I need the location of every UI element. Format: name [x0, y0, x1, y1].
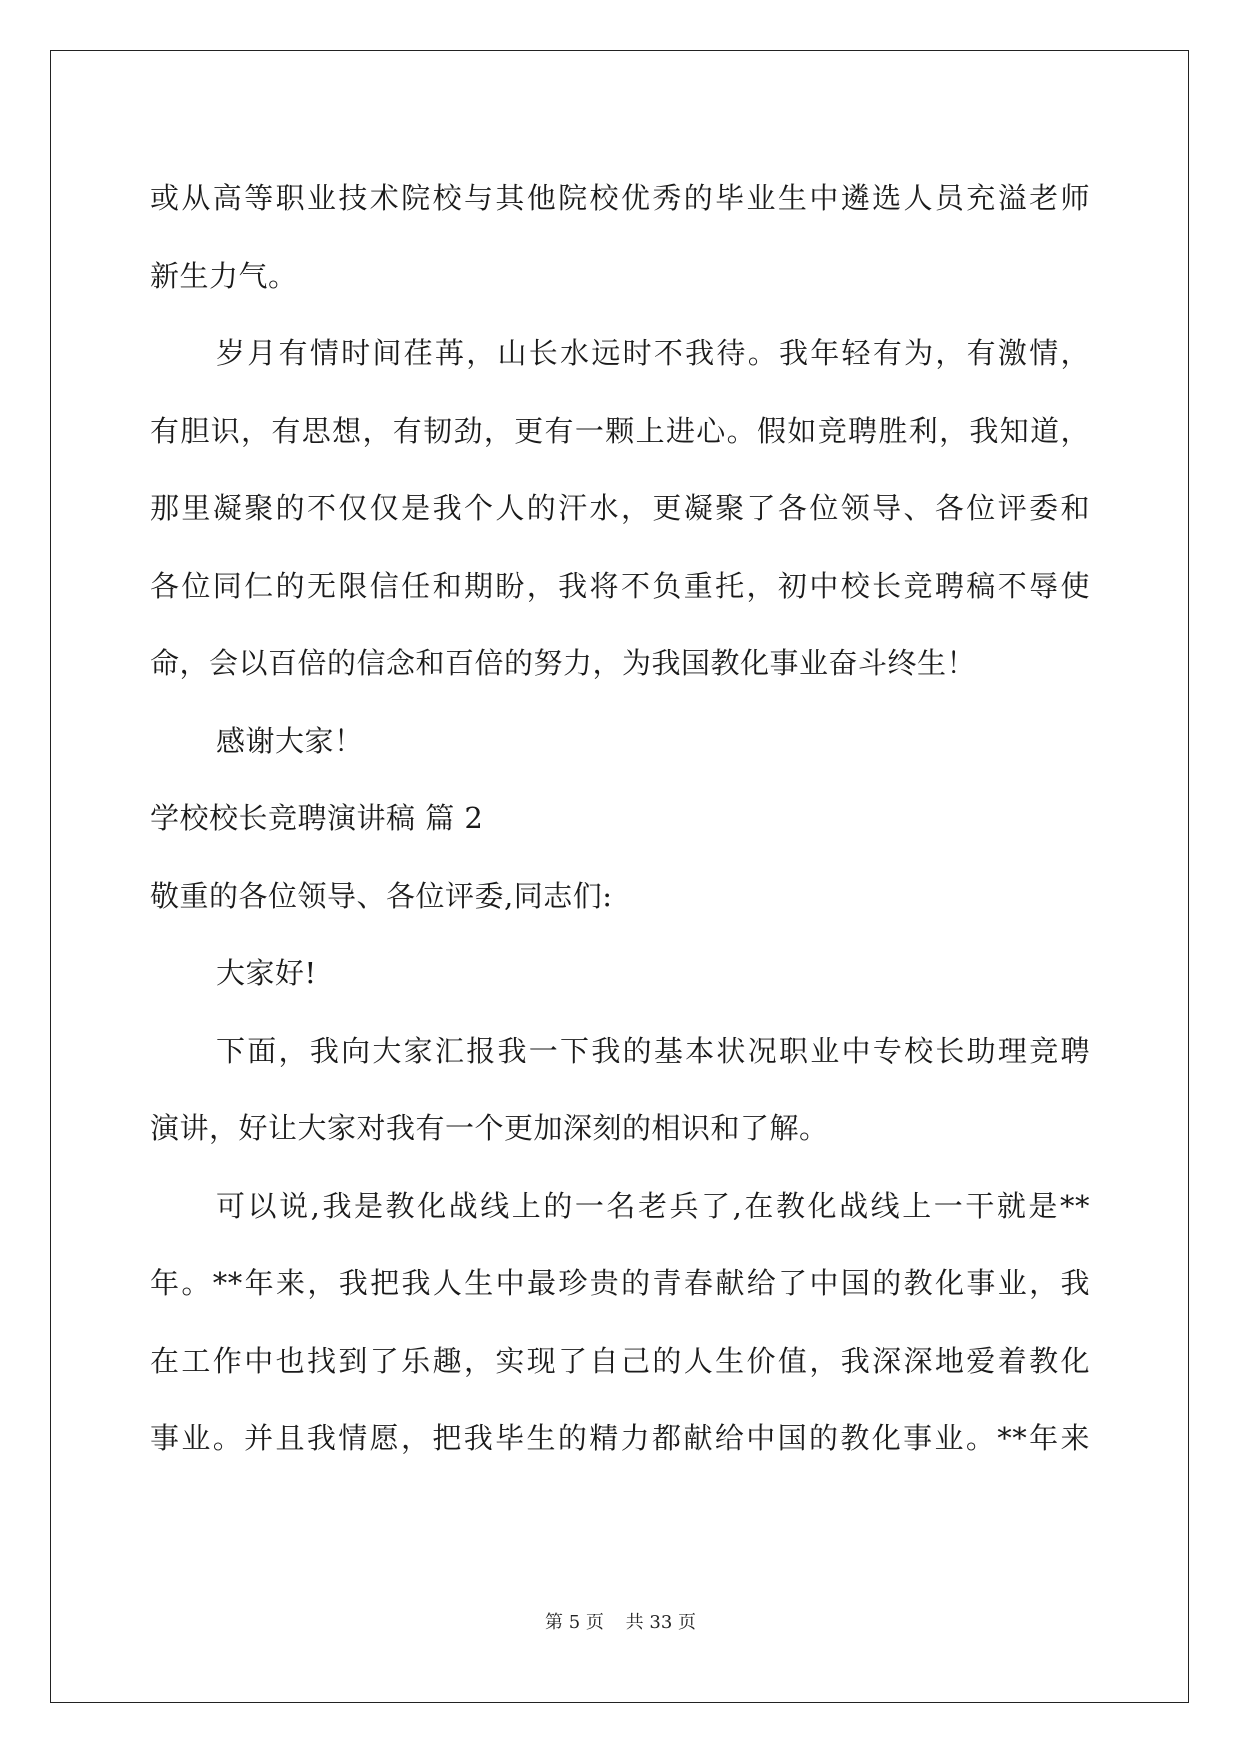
text-line: 各位同仁的无限信任和期盼，我将不负重托，初中校长竞聘稿不辱使: [150, 568, 1090, 603]
text-line: 或从高等职业技术院校与其他院校优秀的毕业生中遴选人员充溢老师: [150, 181, 1090, 215]
text-line: 那里凝聚的不仅仅是我个人的汗水，更凝聚了各位领导、各位评委和: [150, 491, 1090, 525]
page-number: 第 5 页: [545, 1612, 604, 1633]
text-line: 年。**年来，我把我人生中最珍贵的青春献给了中国的教化事业，我: [150, 1266, 1090, 1300]
paragraph-start-line: 岁月有情时间荏苒，山长水远时不我待。我年轻有为，有激情，: [216, 336, 1090, 370]
paragraph-start-line: 可以说,我是教化战线上的一名老兵了,在教化战线上一干就是**: [216, 1188, 1090, 1223]
text-line: 演讲，好让大家对我有一个更加深刻的相识和了解。: [150, 1111, 829, 1145]
document-body: [150, 160, 1090, 1478]
paragraph-start-line: 下面，我向大家汇报我一下我的基本状况职业中专校长助理竞聘: [216, 1033, 1090, 1068]
text-line: 有胆识，有思想，有韧劲，更有一颗上进心。假如竞聘胜利，我知道，: [150, 413, 1090, 448]
text-line: 新生力气。: [150, 258, 298, 293]
text-line: 事业。并且我情愿，把我毕生的精力都献给中国的教化事业。**年来: [150, 1421, 1090, 1455]
text-line: 命，会以百倍的信念和百倍的努力，为我国教化事业奋斗终生！: [150, 646, 977, 680]
paragraph-start-line: 感谢大家！: [216, 723, 364, 758]
page-footer: [0, 1608, 1241, 1634]
text-line: 在工作中也找到了乐趣，实现了自己的人生价值，我深深地爱着教化: [150, 1343, 1090, 1378]
paragraph-start-line: 大家好!: [216, 956, 317, 990]
salutation-line: 敬重的各位领导、各位评委,同志们:: [150, 878, 613, 913]
page-total: 共 33 页: [625, 1612, 696, 1633]
section-heading: 学校校长竞聘演讲稿 篇 2: [150, 801, 484, 835]
